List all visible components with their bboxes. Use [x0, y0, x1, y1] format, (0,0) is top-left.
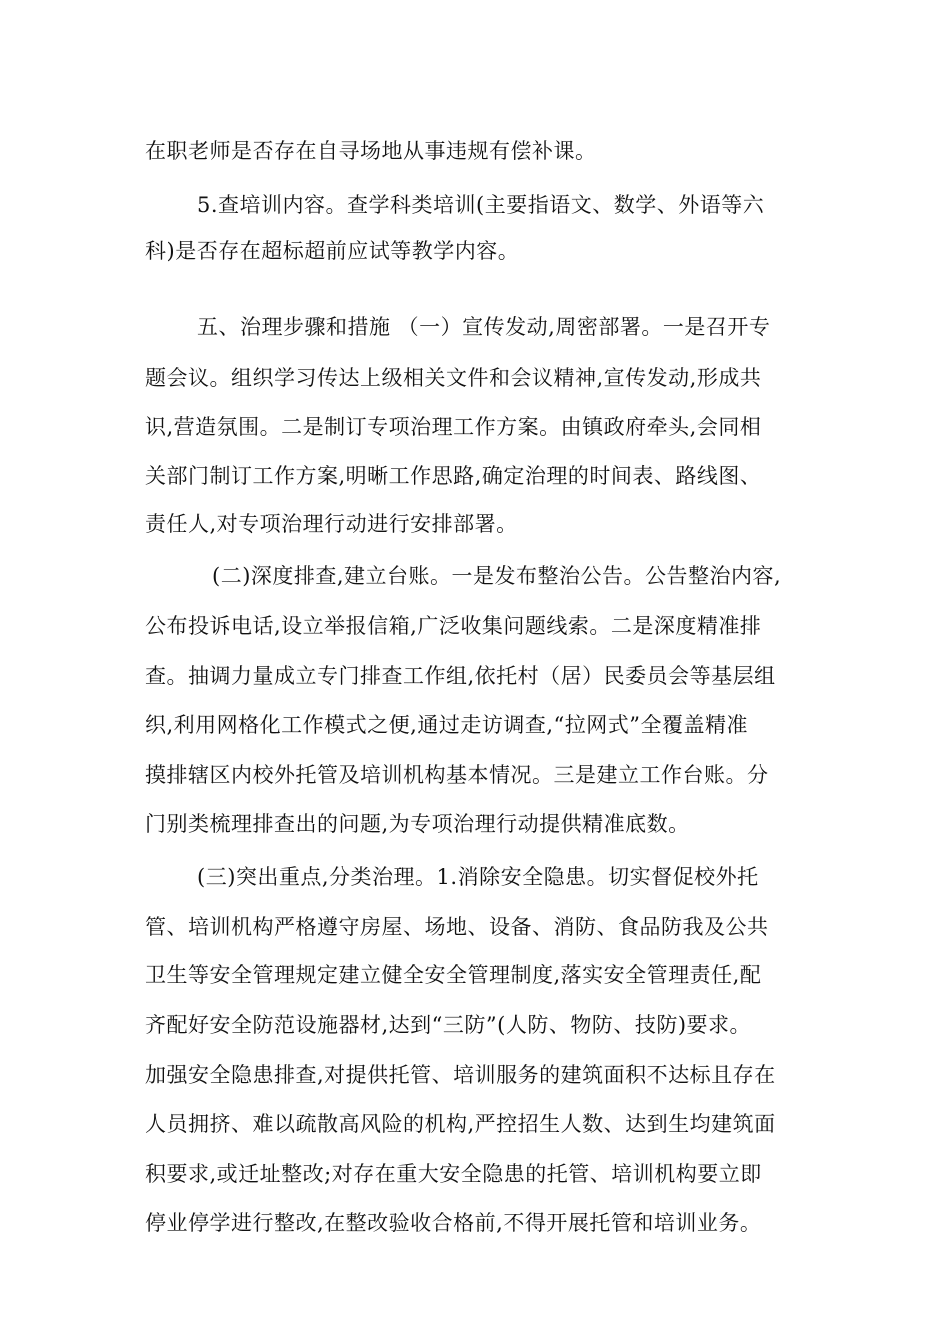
text-line: 卫生等安全管理规定建立健全安全管理制度,落实安全管理责任,配 [145, 963, 762, 987]
text-line: 门别类梳理排查出的问题,为专项治理行动提供精准底数。 [145, 812, 690, 836]
text-line: 织,利用网格化工作模式之便,通过走访调查,“拉网式”全覆盖精准 [145, 713, 748, 737]
text-line: 管、培训机构严格遵守房屋、场地、设备、消防、食品防我及公共 [145, 915, 769, 939]
text-line: 人员拥挤、难以疏散高风险的机构,严控招生人数、达到生均建筑面 [145, 1112, 776, 1136]
text-line: 题会议。组织学习传达上级相关文件和会议精神,宣传发动,形成共 [145, 366, 762, 390]
text-line: 加强安全隐患排查,对提供托管、培训服务的建筑面积不达标且存在 [145, 1063, 776, 1087]
text-line: 责任人,对专项治理行动进行安排部署。 [145, 512, 518, 536]
text-line: (二)深度排查,建立台账。一是发布整治公告。公告整治内容, [212, 564, 782, 588]
text-line: 在职老师是否存在自寻场地从事违规有偿补课。 [145, 139, 597, 163]
text-line: 查。抽调力量成立专门排查工作组,依托村（居）民委员会等基层组 [145, 664, 776, 688]
text-line: 识,营造氛围。二是制订专项治理工作方案。由镇政府牵头,会同相 [145, 415, 762, 439]
text-line: 五、治理步骤和措施 （一）宣传发动,周密部署。一是召开专 [197, 315, 771, 339]
text-line: 齐配好安全防范设施器材,达到“三防”(人防、物防、技防)要求。 [145, 1013, 752, 1037]
text-line: 摸排辖区内校外托管及培训机构基本情况。三是建立工作台账。分 [145, 763, 769, 787]
text-line: 停业停学进行整改,在整改验收合格前,不得开展托管和培训业务。 [145, 1211, 762, 1235]
text-line: 公布投诉电话,设立举报信箱,广泛收集问题线索。二是深度精准排 [145, 614, 762, 638]
text-line: (三)突出重点,分类治理。1.消除安全隐患。切实督促校外托 [197, 865, 759, 889]
text-line: 关部门制订工作方案,明晰工作思路,确定治理的时间表、路线图、 [145, 464, 762, 488]
text-line: 科)是否存在超标超前应试等教学内容。 [145, 239, 520, 263]
text-line: 积要求,或迁址整改;对存在重大安全隐患的托管、培训机构要立即 [145, 1162, 762, 1186]
text-line: 5.查培训内容。查学科类培训(主要指语文、数学、外语等六 [197, 193, 765, 217]
